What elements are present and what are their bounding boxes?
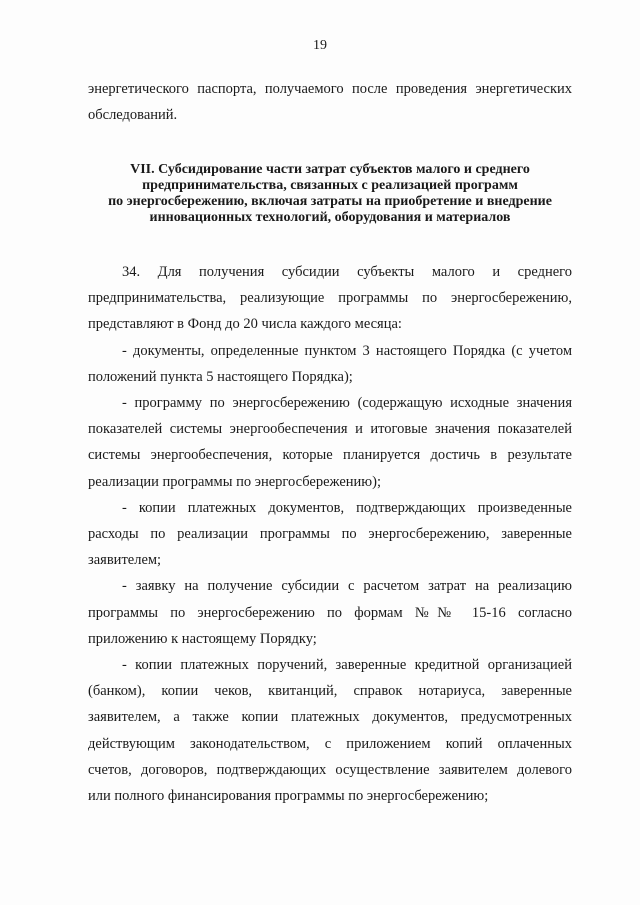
- page-number: 19: [313, 38, 327, 53]
- text-line: или полного финансирования программы по энергосбережению;: [88, 788, 489, 805]
- text-line: реализации программы по энергосбережению);: [88, 473, 381, 490]
- list-item-payment-copies: [88, 495, 572, 574]
- text-line: 34. Для получения субсидии субъекты малого и среднего: [122, 264, 572, 280]
- text-line: показателей системы энергообеспечения и итоговые значения показателей: [88, 421, 572, 438]
- text-line: действующим законодательством, с приложением копий оплаченных: [88, 735, 572, 752]
- text-line: - заявку на получение субсидии с расчетом затрат на реализацию: [122, 578, 572, 595]
- text-line: предпринимательства, реализующие программы по энергосбережению,: [88, 290, 572, 307]
- text-line: - программу по энергосбережению (содержащую исходные значения: [122, 395, 572, 412]
- section-heading: [88, 162, 572, 226]
- list-item-program: [88, 390, 572, 495]
- text-line: расходы по реализации программы по энергосбережению, заверенные: [88, 526, 572, 543]
- continuation-line-2: обследований.: [88, 107, 178, 123]
- text-line: - документы, определенные пунктом 3 настоящего Порядка (с учетом: [122, 342, 572, 359]
- text-line: - копии платежных документов, подтверждающих произведенные: [122, 499, 572, 516]
- text-line: программы по энергосбережению по формам №№ 15-16 согласно: [88, 604, 572, 621]
- heading-line-1: VII. Субсидирование части затрат субъектов малого и среднего: [130, 162, 530, 177]
- text-line: системы энергообеспечения, которые планируется достичь в результате: [88, 447, 572, 464]
- continuation-line-1: энергетического паспорта, получаемого после проведения энергетических: [88, 81, 572, 97]
- text-line: счетов, договоров, подтверждающих осуществление заявителем долевого: [88, 761, 572, 778]
- heading-line-2: предпринимательства, связанных с реализацией программ: [142, 178, 518, 193]
- text-line: (банком), копии чеков, квитанций, справок нотариуса, заверенные: [88, 683, 572, 700]
- paragraph-34: [88, 259, 572, 338]
- text-line: приложению к настоящему Порядку;: [88, 630, 317, 647]
- list-item-documents: [88, 338, 572, 390]
- text-line: заявителем;: [88, 552, 162, 569]
- body-text: [88, 259, 572, 809]
- list-item-payment-orders: [88, 652, 572, 809]
- text-line: представляют в Фонд до 20 числа каждого месяца:: [88, 316, 402, 333]
- text-line: заявителем, а также копии платежных документов, предусмотренных: [88, 709, 572, 726]
- heading-line-3: по энергосбережению, включая затраты на приобретение и внедрение: [108, 194, 552, 209]
- heading-line-4: инновационных технологий, оборудования и материалов: [149, 210, 511, 225]
- text-line: положений пункта 5 настоящего Порядка);: [88, 368, 353, 385]
- text-line: - копии платежных поручений, заверенные кредитной организацией: [122, 657, 572, 674]
- list-item-application: [88, 573, 572, 652]
